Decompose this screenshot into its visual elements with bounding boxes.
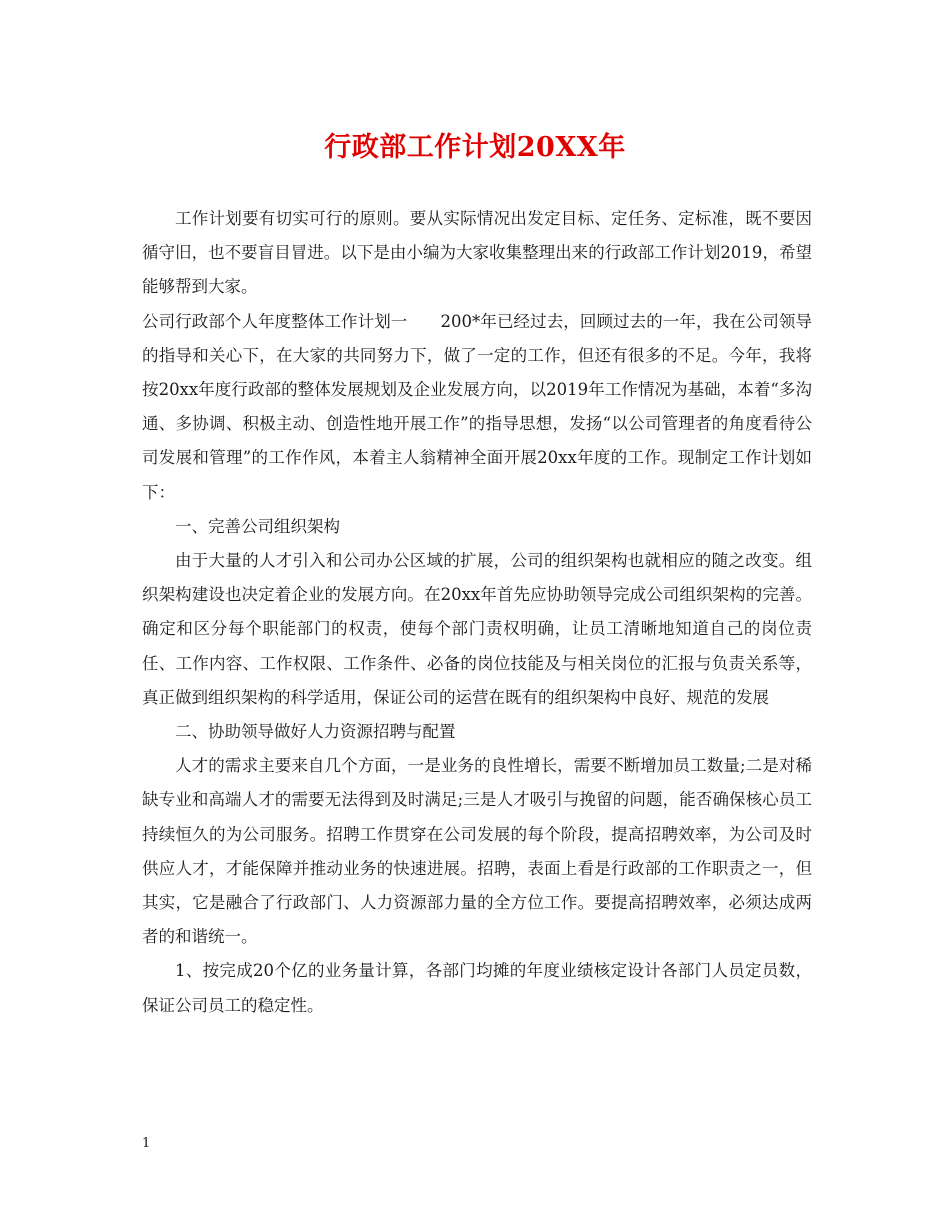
document-body <box>142 202 812 1023</box>
paragraph-section-2: 人才的需求主要来自几个方面，一是业务的良性增长，需要不断增加员工数量;二是对稀缺专业和高端人才的需要无法得到及时满足;三是人才吸引与挽留的问题，能否确保核心员工持续恒久的为公司服务。招聘工作贯穿在公司发展的每个阶段，提高招聘效率，为公司及时供应人才，才能保障并推动业务的快速进展。招聘，表面上看是行政部的工作职责之一，但其实，它是融合了行政部门、人力资源部力量的全方位工作。要提高招聘效率，必须达成两者的和谐统一。 <box>142 756 812 947</box>
section-heading-1: 一、完善公司组织架构 <box>175 516 340 536</box>
document-title: 行政部工作计划20XX年 <box>324 132 626 163</box>
paragraph-plan-overview: 公司行政部个人年度整体工作计划一 200*年已经过去，回顾过去的一年，我在公司领导的指导和关心下，在大家的共同努力下，做了一定的工作，但还有很多的不足。今年，我将按20xx年度行政部的整体发展规划及企业发展方向，以2019年工作情况为基础，本着“多沟通、多协调、积极主动、创造性地开展工作”的指导思想，发扬“以公司管理者的角度看待公司发展和管理”的工作作风，本着主人翁精神全面开展20xx年度的工作。现制定工作计划如下： <box>142 311 812 502</box>
list-item-1: 1、按完成20个亿的业务量计算，各部门均摊的年度业绩核定设计各部门人员定员数，保证公司员工的稳定性。 <box>142 961 812 1015</box>
paragraph-section-1: 由于大量的人才引入和公司办公区域的扩展，公司的组织架构也就相应的随之改变。组织架构建设也决定着企业的发展方向。在20xx年首先应协助领导完成公司组织架构的完善。确定和区分每个职能部门的权责，使每个部门责权明确，让员工清晰地知道自己的岗位责任、工作内容、工作权限、工作条件、必备的岗位技能及与相关岗位的汇报与负责关系等，真正做到组织架构的科学适用，保证公司的运营在既有的组织架构中良好、规范的发展 <box>142 551 812 707</box>
section-heading-2: 二、协助领导做好人力资源招聘与配置 <box>175 722 456 742</box>
paragraph-intro: 工作计划要有切实可行的原则。要从实际情况出发定目标、定任务、定标准，既不要因循守旧，也不要盲目冒进。以下是由小编为大家收集整理出来的行政部工作计划2019，希望能够帮到大家。 <box>142 209 812 297</box>
page-number: 1 <box>142 1136 151 1151</box>
